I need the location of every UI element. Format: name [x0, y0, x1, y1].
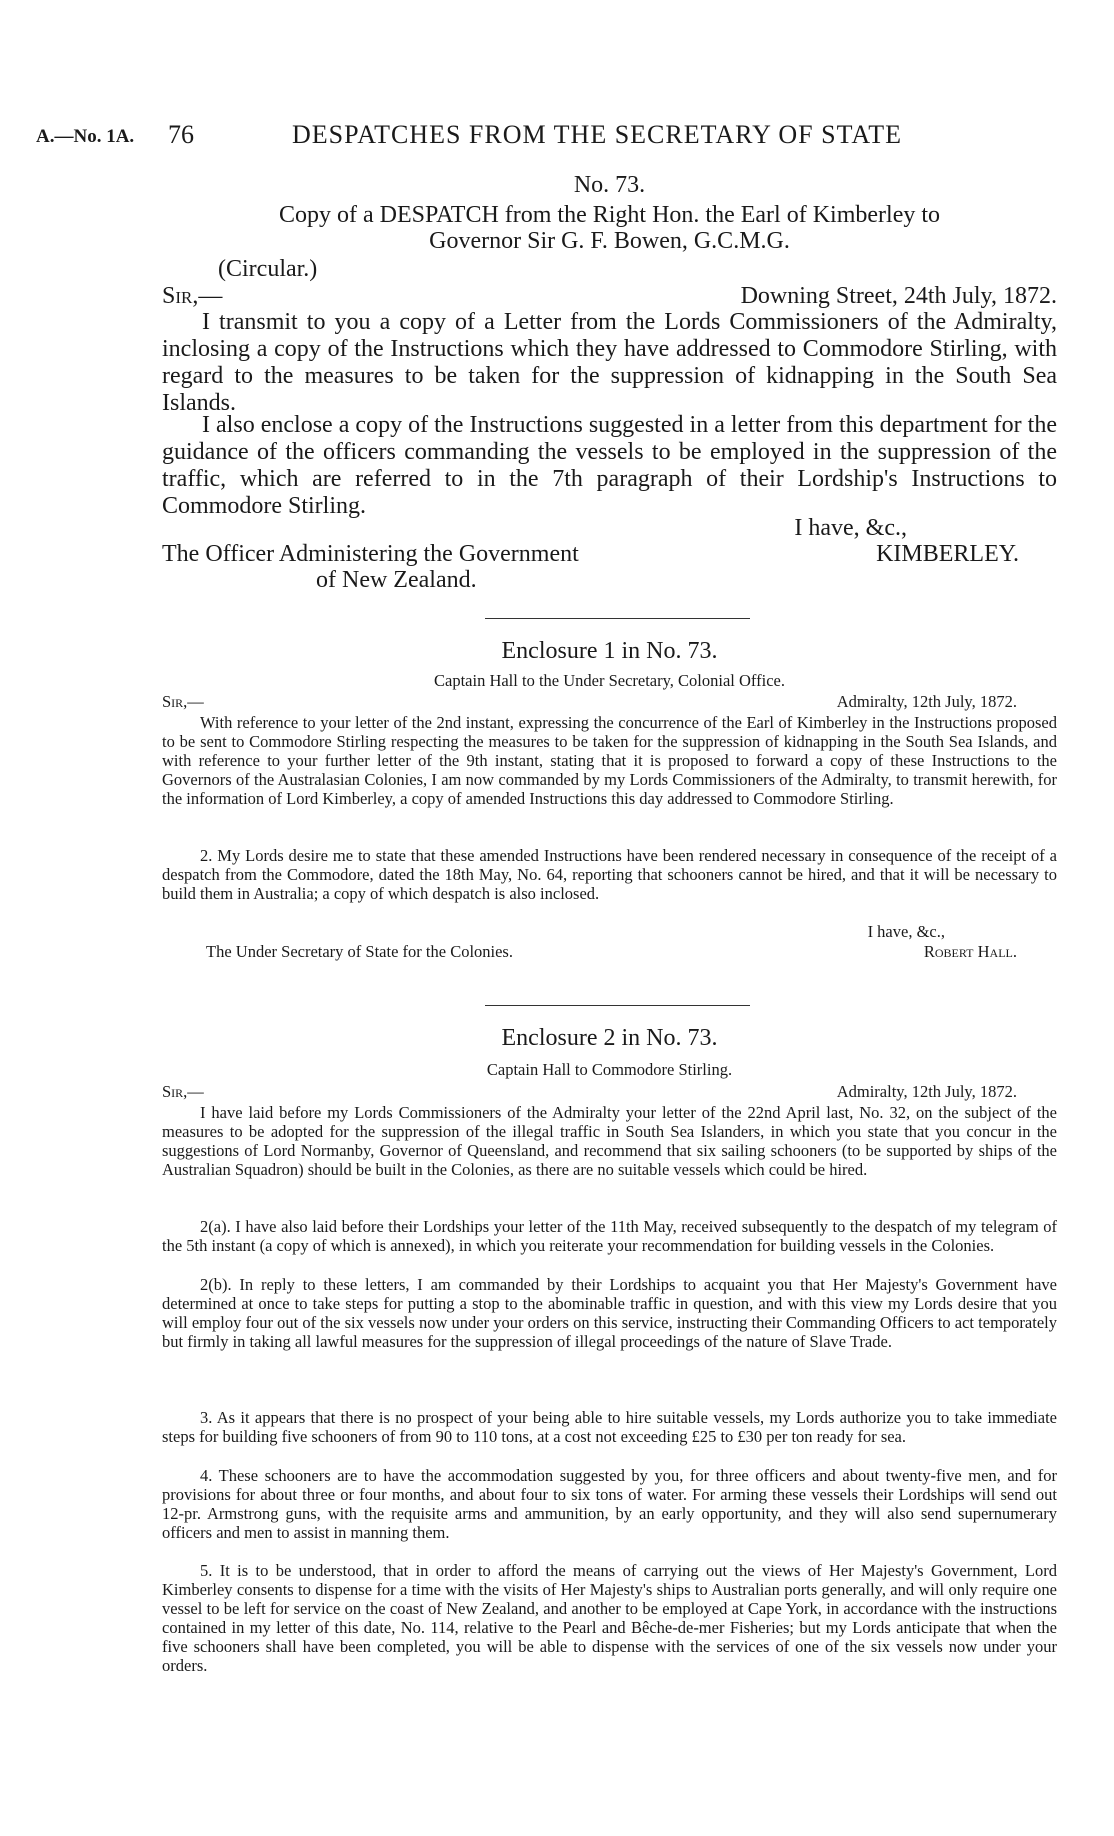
running-title: DESPATCHES FROM THE SECRETARY OF STATE: [292, 120, 903, 149]
enclosure1-addressee-row: [162, 942, 1057, 961]
enclosure2-salutation-row: [162, 1082, 1057, 1101]
enclosure2-paragraph-4: 4. These schooners are to have the accommodation suggested by you, for three officers and about twenty-five men, and for provisions for about three or four months, and about four to six tons of water. For arming these vessels their Lordships will send out 12-pr. Armstrong guns, with the requisite arms and ammunition, by an early opportunity, and they will also send supernumerary officers and men to assist in manning them.: [162, 1466, 1057, 1542]
enclosure2-place-date: Admiralty, 12th July, 1872.: [836, 1082, 1017, 1101]
despatch-heading-line2: Governor Sir G. F. Bowen, G.C.M.G.: [429, 228, 790, 254]
enclosure2-paragraph-2a: 2(a). I have also laid before their Lordships your letter of the 11th May, received subsequently to the despatch of my telegram of the 5th instant (a copy of which is annexed), in which you reiterate your recommendation for building vessels in the Colonies.: [162, 1217, 1057, 1255]
despatch-number: No. 73.: [573, 172, 646, 198]
despatch-addressee-row: [162, 541, 1057, 568]
enclosure1-title: Enclosure 1 in No. 73.: [501, 638, 718, 664]
despatch-closing: I have, &c.,: [794, 515, 907, 541]
despatch-heading-line1: Copy of a DESPATCH from the Right Hon. the Earl of Kimberley to: [278, 202, 941, 228]
despatch-salutation-row: [162, 283, 1057, 310]
enclosure1-addressee: The Under Secretary of State for the Colonies.: [206, 942, 513, 961]
despatch-addressee-line2: of New Zealand.: [316, 567, 477, 593]
despatch-closing-row: [162, 515, 1057, 542]
enclosure1-paragraph-1: With reference to your letter of the 2nd instant, expressing the concurrence of the Earl of Kimberley in the Instructions proposed to be sent to Commodore Stirling respecting the measures to be taken for the suppression of kidnapping in the South Sea Islands, and with reference to your further letter of the 9th instant, stating that it is proposed to forward a copy of these Instructions to the Governors of the Australasian Colonies, I am now commanded by my Lords Commissioners of the Admiralty, to transmit herewith, for the information of Lord Kimberley, a copy of amended Instructions this day addressed to Commodore Stirling.: [162, 713, 1057, 808]
despatch-addressee-line1: The Officer Administering the Government: [162, 541, 579, 567]
enclosure1-salutation: Sir,—: [162, 692, 204, 711]
enclosure1-salutation-row: [162, 692, 1057, 711]
enclosure1-signature: Robert Hall.: [923, 942, 1017, 961]
enclosure2-paragraph-1: I have laid before my Lords Commissioners of the Admiralty your letter of the 22nd April last, No. 32, on the subject of the measures to be adopted for the suppression of the illegal traffic in South Sea Islanders, in which you state that you concur in the suggestions of Lord Normanby, Governor of Queensland, and recommend that six sailing schooners (to be supported by ships of the Australian Squadron) should be built in the Colonies, as there are no suitable vessels which could be hired.: [162, 1103, 1057, 1179]
despatch-salutation: Sir,—: [162, 283, 223, 309]
enclosure2-salutation: Sir,—: [162, 1082, 204, 1101]
enclosure1-closing-row: [162, 922, 1057, 941]
enclosure2-paragraph-5: 5. It is to be understood, that in order to afford the means of carrying out the views of Her Majesty's Government, Lord Kimberley consents to dispense for a time with the visits of Her Majesty's ships to Australian ports generally, and will only require one vessel to be left for service on the coast of New Zealand, and another to be employed at Cape York, in accordance with the instructions contained in my letter of this date, No. 114, relative to the Pearl and Bêche-de-mer Fisheries; but my Lords anticipate that when the five schooners shall have been completed, you will be able to dispense with the services of one of the six vessels now under your orders.: [162, 1561, 1057, 1675]
enclosure1-closing: I have, &c.,: [867, 922, 945, 941]
despatch-paragraph-1: I transmit to you a copy of a Letter from the Lords Commissioners of the Admiralty, inclosing a copy of the Instructions which they have addressed to Commodore Stirling, with regard to the measures to be taken for the suppression of kidnapping in the South Sea Islands.: [162, 309, 1057, 416]
page-number: 76: [168, 120, 194, 149]
enclosure2-subtitle: Captain Hall to Commodore Stirling.: [486, 1060, 733, 1079]
section-divider: [485, 618, 750, 619]
circular-note: (Circular.): [218, 256, 318, 282]
enclosure2-title: Enclosure 2 in No. 73.: [501, 1025, 718, 1051]
despatch-paragraph-2: I also enclose a copy of the Instructions suggested in a letter from this department for the guidance of the officers commanding the vessels to be employed in the suppression of the traffic, which are referred to in the 7th paragraph of their Lordship's Instructions to Commodore Stirling.: [162, 412, 1057, 519]
despatch-signature: KIMBERLEY.: [876, 541, 1019, 567]
section-divider: [485, 1005, 750, 1006]
enclosure1-place-date: Admiralty, 12th July, 1872.: [836, 692, 1017, 711]
enclosure2-paragraph-2b: 2(b). In reply to these letters, I am commanded by their Lordships to acquaint you that Her Majesty's Government have determined at once to take steps for putting a stop to the abominable traffic in question, and with this view my Lords desire that you will employ four out of the six vessels now under your orders on this service, instructing their Commanding Officers to act temporately but firmly in taking all lawful measures for the suppression of illegal proceedings of the nature of Slave Trade.: [162, 1275, 1057, 1351]
enclosure1-paragraph-2: 2. My Lords desire me to state that these amended Instructions have been rendered necessary in consequence of the receipt of a despatch from the Commodore, dated the 18th May, No. 64, reporting that schooners cannot be hired, and that it will be necessary to build them in Australia; a copy of which despatch is also inclosed.: [162, 846, 1057, 903]
running-header: [30, 120, 1070, 156]
enclosure2-paragraph-3: 3. As it appears that there is no prospect of your being able to hire suitable vessels, my Lords authorize you to take immediate steps for building five schooners of from 90 to 110 tons, at a cost not exceeding £25 to £30 per ton ready for sea.: [162, 1408, 1057, 1446]
series-reference: A.—No. 1A.: [36, 126, 135, 147]
despatch-place-date: Downing Street, 24th July, 1872.: [740, 283, 1057, 309]
enclosure1-subtitle: Captain Hall to the Under Secretary, Colonial Office.: [434, 671, 785, 690]
